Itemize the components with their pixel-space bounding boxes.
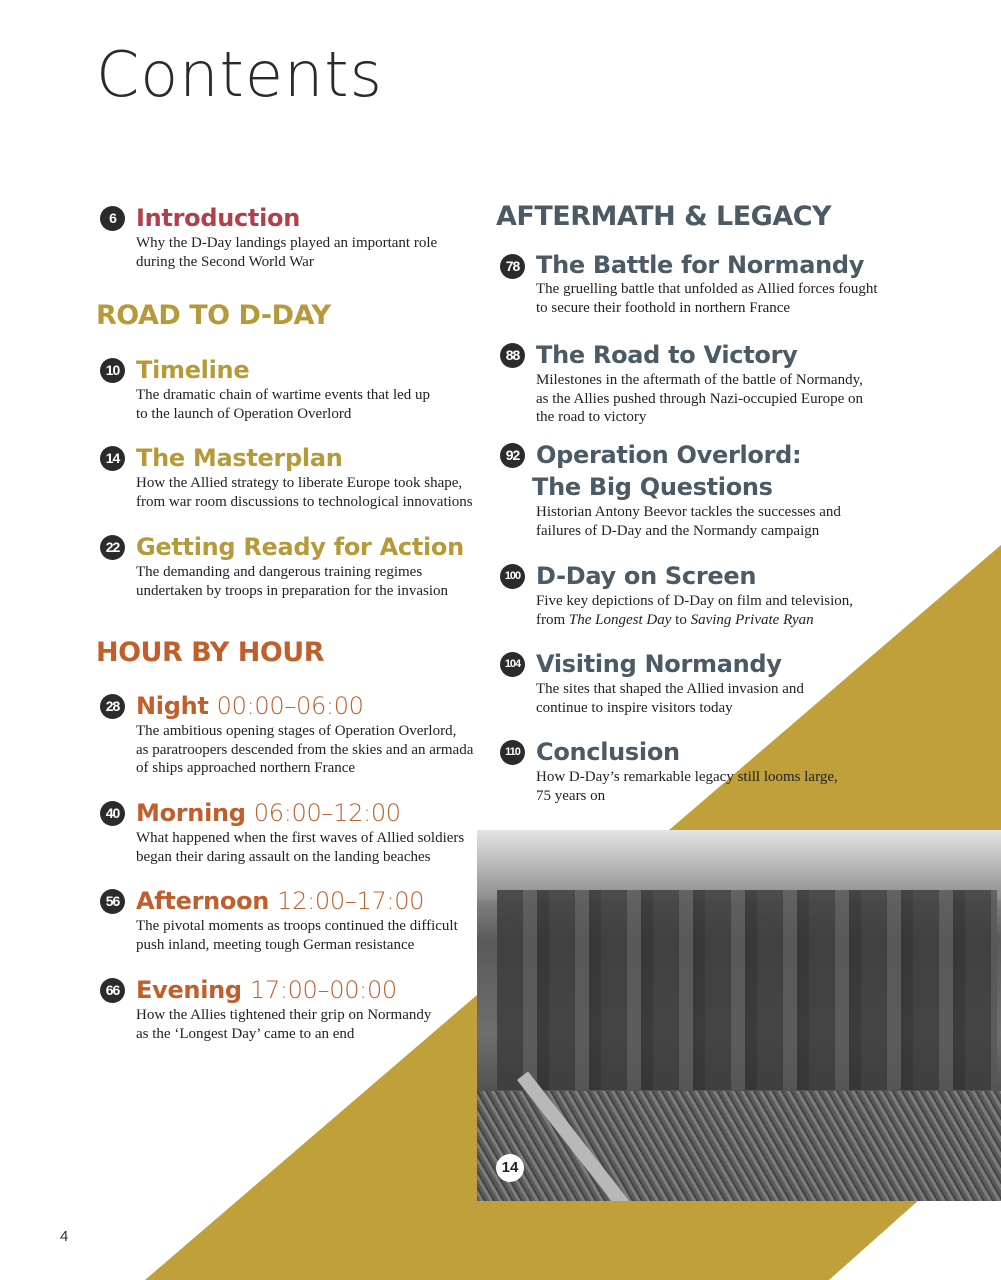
toc-entry-visiting-normandy[interactable] [504,648,804,717]
toc-entry-getting-ready[interactable] [105,531,464,600]
entry-desc: undertaken by troops in preparation for the invasion [136,582,448,599]
entry-title: Operation Overlord: [536,441,802,469]
page-badge: 66 [100,978,125,1003]
toc-entry-introduction[interactable] [109,202,438,271]
entry-desc [536,611,853,630]
page-badge: 110 [500,740,525,765]
entry-desc: 75 years on [536,787,606,804]
toc-entry-morning[interactable] [105,797,465,866]
toc-entry-afternoon[interactable] [105,885,458,954]
entry-desc: The dramatic chain of wartime events that led up [136,387,431,403]
page-badge: 100 [500,564,525,589]
entry-desc: Milestones in the aftermath of the battle of Normandy, [536,372,863,388]
entry-title: Timeline [136,356,250,384]
entry-desc: began their daring assault on the landing beaches [136,848,431,865]
toc-entry-timeline[interactable] [105,354,431,423]
entry-desc: What happened when the first waves of Allied soldiers [136,830,465,846]
film-title: Saving Private Ryan [690,611,814,628]
section-heading-road: ROAD TO D-DAY [96,300,331,331]
entry-desc: The pivotal moments as troops continued the difficult [136,918,458,934]
page-title: Contents [96,38,383,111]
desc-text: to [671,611,691,628]
page-badge: 104 [500,652,525,677]
photo-page-badge[interactable]: 14 [496,1154,524,1182]
toc-entry-road-to-victory[interactable] [505,339,863,427]
entry-desc: push inland, meeting tough German resistance [136,936,415,953]
section-heading-hour: HOUR BY HOUR [96,637,324,668]
entry-desc: as paratroopers descended from the skies and an armada [136,741,474,758]
page-badge: 56 [100,889,125,914]
entry-desc: The ambitious opening stages of Operation Overlord, [136,723,457,739]
entry-desc: Historian Antony Beevor tackles the successes and [536,504,841,520]
entry-desc: How the Allied strategy to liberate Europe took shape, [136,475,463,491]
toc-entry-d-day-on-screen[interactable] [504,560,854,629]
entry-time: 12:00–17:00 [277,887,425,915]
entry-time: 06:00–12:00 [253,799,401,827]
entry-title: The Masterplan [136,444,343,472]
toc-entry-conclusion[interactable] [505,736,838,805]
entry-desc: The sites that shaped the Allied invasion and [536,681,804,697]
entry-title: Getting Ready for Action [136,533,464,561]
entry-title-line2: The Big Questions [532,473,773,501]
entry-desc: as the Allies pushed through Nazi-occupied Europe on [536,390,863,407]
toc-entry-night[interactable] [105,690,474,778]
toc-entry-evening[interactable] [105,974,432,1043]
entry-title: The Battle for Normandy [536,251,865,279]
toc-entry-battle-for-normandy[interactable] [505,250,878,317]
entry-desc: the road to victory [536,409,647,425]
entry-desc: How the Allies tightened their grip on Normandy [136,1007,432,1023]
entry-desc: Why the D-Day landings played an important role [136,235,438,251]
entry-desc: to the launch of Operation Overlord [136,405,352,422]
page-badge: 22 [100,535,125,560]
page-badge: 6 [100,206,125,231]
entry-title: Evening [136,976,242,1004]
toc-entry-operation-overlord[interactable] [505,439,841,540]
page-badge: 28 [100,694,125,719]
entry-time: 00:00–06:00 [216,692,364,720]
training-photo [477,830,1001,1201]
entry-desc: failures of D-Day and the Normandy campaign [536,522,820,539]
entry-title: Morning [136,799,246,827]
section-heading-aftermath: AFTERMATH & LEGACY [496,201,832,232]
entry-title: Conclusion [536,738,680,766]
page-badge: 78 [500,254,525,279]
entry-title: Night [136,692,209,720]
film-title: The Longest Day [568,611,672,628]
entry-desc: How D-Day’s remarkable legacy still looms large, [536,769,838,785]
entry-title: Visiting Normandy [536,650,782,678]
photo-soldiers [497,890,997,1090]
entry-desc: The gruelling battle that unfolded as Allied forces fought [536,281,878,297]
entry-title: D-Day on Screen [536,562,757,590]
page-badge: 40 [100,801,125,826]
entry-title: Introduction [136,204,300,232]
entry-desc: during the Second World War [136,253,314,270]
page-badge: 92 [500,443,525,468]
entry-desc: continue to inspire visitors today [536,699,733,716]
entry-desc: as the ‘Longest Day’ came to an end [136,1025,355,1042]
entry-desc: Five key depictions of D-Day on film and television, [536,593,854,609]
entry-title: The Road to Victory [536,341,798,369]
toc-entry-masterplan[interactable] [105,442,473,511]
page-badge: 14 [100,446,125,471]
entry-desc: The demanding and dangerous training regimes [136,564,423,580]
page-badge: 10 [100,358,125,383]
page-badge: 88 [500,343,525,368]
entry-desc: of ships approached northern France [136,760,356,776]
desc-text: from [536,611,569,628]
entry-desc: from war room discussions to technological innovations [136,493,473,510]
entry-desc: to secure their foothold in northern France [536,299,791,316]
page-number: 4 [60,1228,69,1245]
entry-title: Afternoon [136,887,270,915]
entry-time: 17:00–00:00 [249,976,397,1004]
